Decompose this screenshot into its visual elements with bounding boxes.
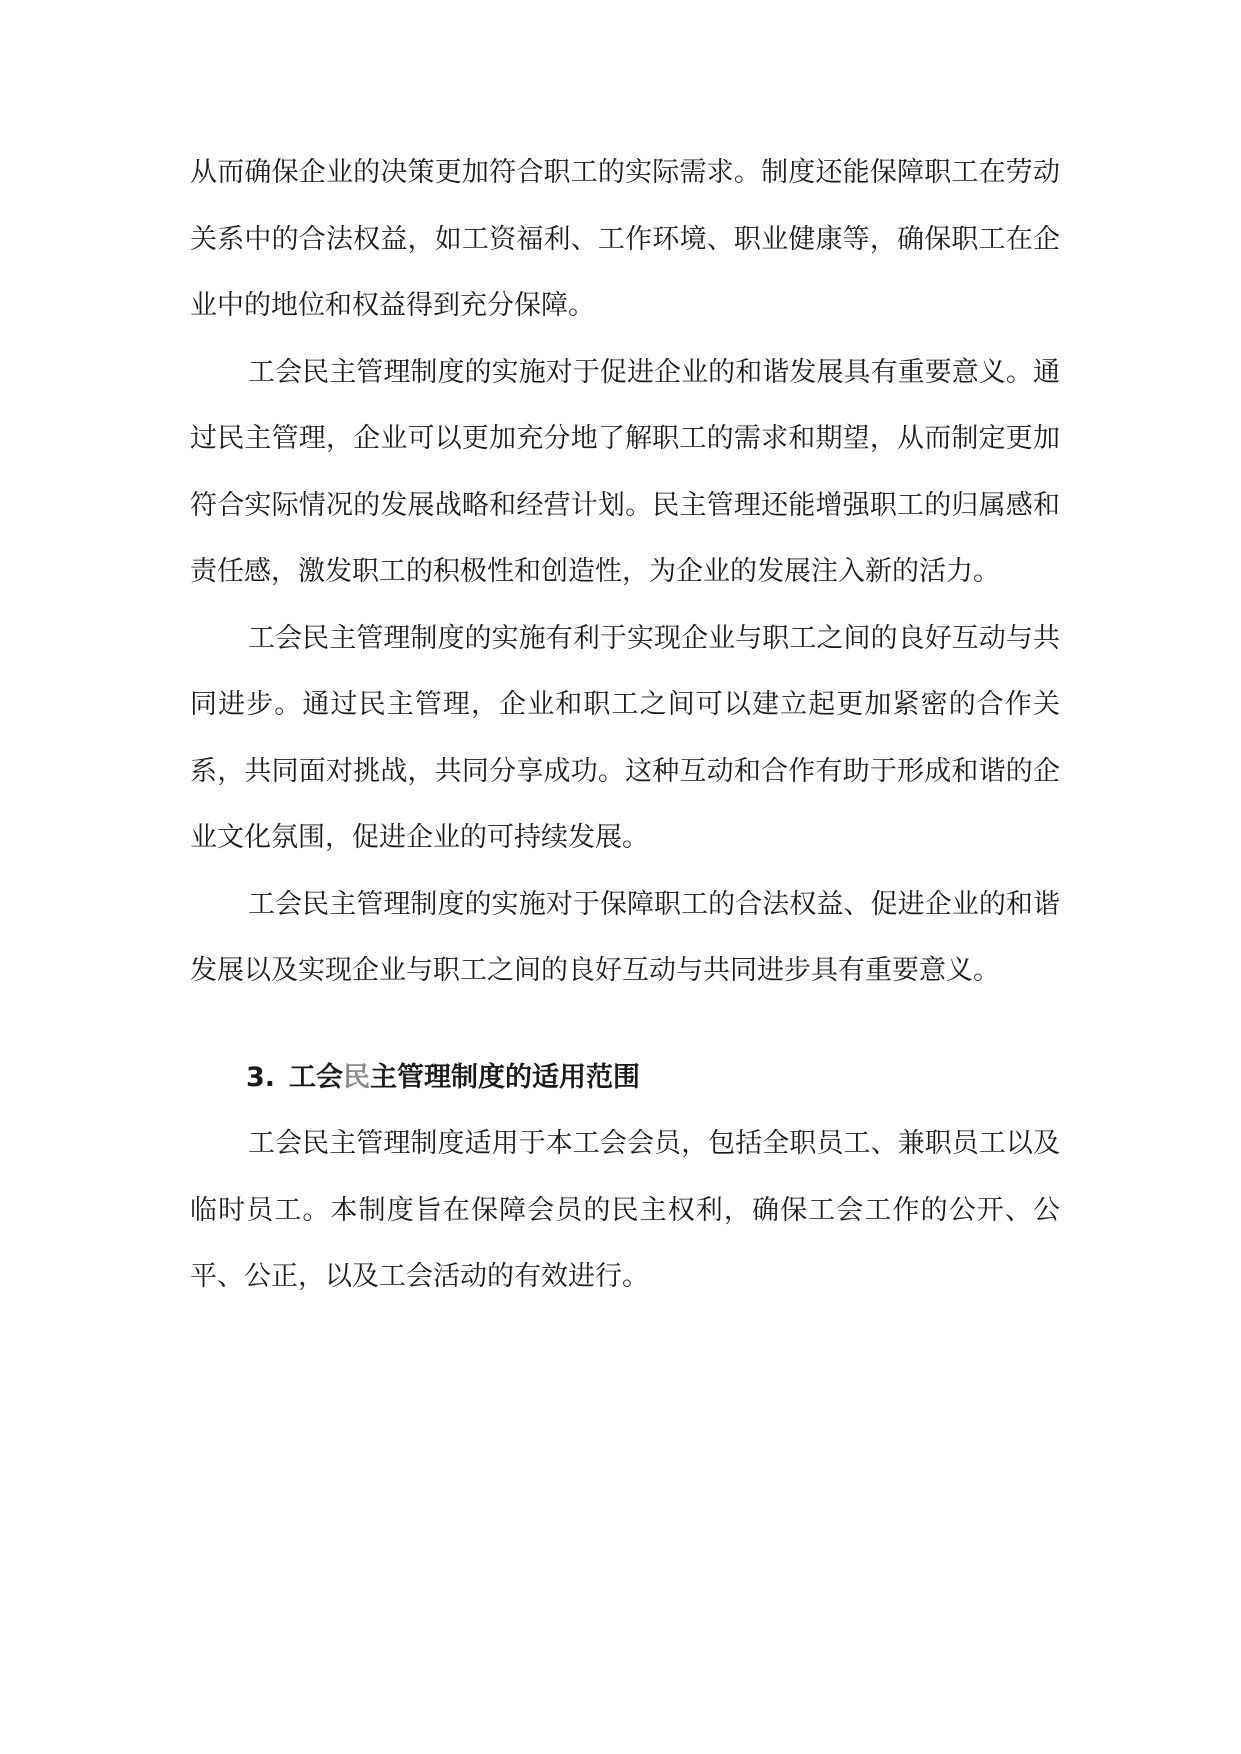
section-spacer <box>190 1005 1060 1045</box>
paragraph-summary-significance: 工会民主管理制度的实施对于保障职工的合法权益、促进企业的和谐发展以及实现企业与职工之间的良好互动与共同进步具有重要意义。 <box>190 888 1060 986</box>
section-title-faded-char: 民 <box>343 1061 371 1093</box>
paragraph-harmonious-development: 工会民主管理制度的实施对于促进企业的和谐发展具有重要意义。通过民主管理，企业可以更加充分地了解职工的需求和期望，从而制定更加符合实际情况的发展战略和经营计划。民主管理还能增强职工的归属感和责任感，激发职工的积极性和创造性，为企业的发展注入新的活力。 <box>190 356 1060 587</box>
section-title-part2: 主管理制度的适用范围 <box>370 1061 641 1093</box>
section-number: 3. <box>246 1061 276 1093</box>
section-heading-scope <box>190 1045 1060 1112</box>
document-body <box>190 140 1060 1311</box>
paragraph-decision-rights: 从而确保企业的决策更加符合职工的实际需求。制度还能保障职工在劳动关系中的合法权益，如工资福利、工作环境、职业健康等，确保职工在企业中的地位和权益得到充分保障。 <box>190 157 1060 321</box>
paragraph-scope-members: 工会民主管理制度适用于本工会会员，包括全职员工、兼职员工以及临时员工。本制度旨在保障会员的民主权利，确保工会工作的公开、公平、公正，以及工会活动的有效进行。 <box>190 1128 1060 1292</box>
section-title-part1: 工会 <box>289 1061 344 1093</box>
paragraph-interaction-progress: 工会民主管理制度的实施有利于实现企业与职工之间的良好互动与共同进步。通过民主管理，企业和职工之间可以建立起更加紧密的合作关系，共同面对挑战，共同分享成功。这种互动和合作有助于形成和谐的企业文化氛围，促进企业的可持续发展。 <box>190 622 1060 853</box>
